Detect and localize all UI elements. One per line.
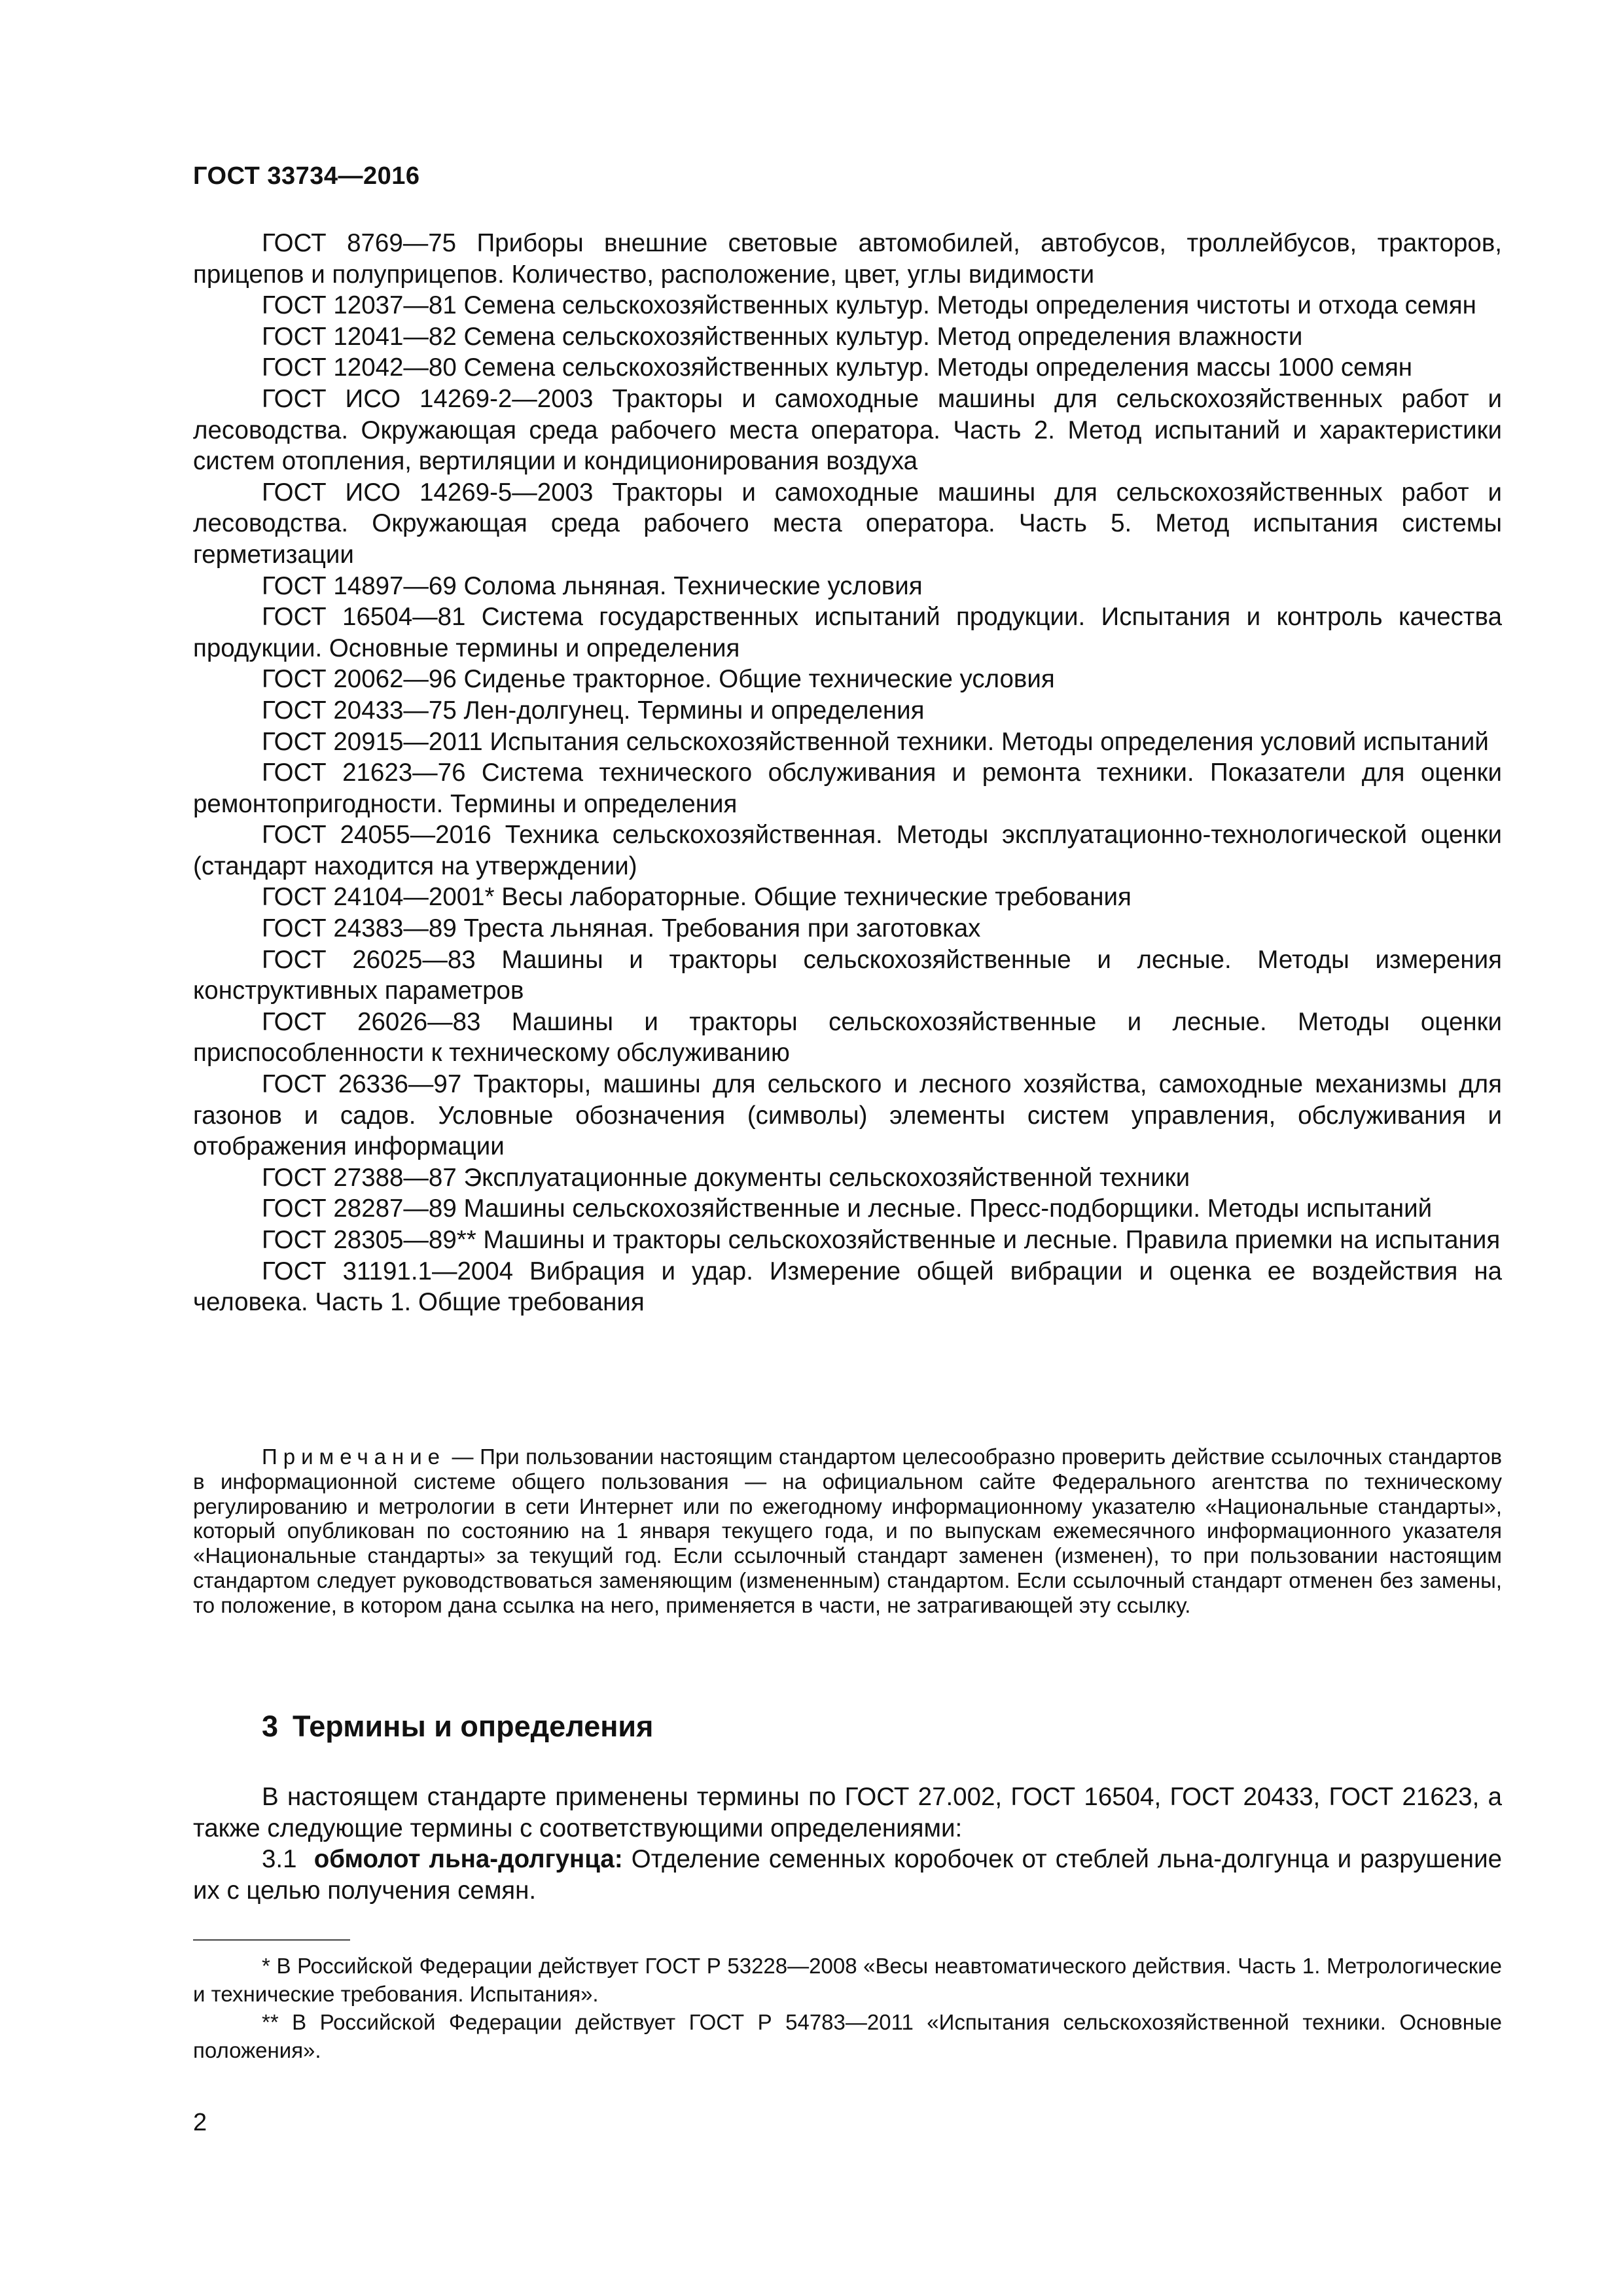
reference-item: ГОСТ ИСО 14269-2—2003 Тракторы и самоходные машины для сельскохозяйственных работ и лесоводства. Окружающая среда рабочего места оператора. Часть 2. Метод испытаний и характеристики систем отопления, вертиляции и кондиционирования воздуха [193,384,1502,476]
note-text: — При пользовании настоящим стандартом целесообразно проверить действие ссылочных стандартов в информационной системе общего пользования — на официальном сайте Федерального агентства по техническому регулированию и метрологии в сети Интернет или по ежегодному информационному указателю «Национальные стандарты», который опубликован по состоянию на 1 января текущего года, и по выпускам ежемесячного информационного указателя «Национальные стандарты» за текущий год. Если ссылочный стандарт заменен (изменен), то при пользовании настоящим стандартом следует руководствоваться заменяющим (измененным) стандартом. Если ссылочный стандарт отменен без замены, то положение, в котором дана ссылка на него, применяется в части, не затрагивающей эту ссылку. [193,1444,1502,1617]
page-number: 2 [193,2109,207,2136]
reference-item: ГОСТ 24055—2016 Техника сельскохозяйственная. Методы эксплуатационно-технологической оценки (стандарт находится на утверждении) [193,821,1502,880]
footnote-item: * В Российской Федерации действует ГОСТ Р 53228—2008 «Весы неавтоматического действия. Часть 1. Метрологические и технические требования. Испытания». [193,1954,1502,2006]
reference-item: ГОСТ 12037—81 Семена сельскохозяйственных культур. Методы определения чистоты и отхода семян [262,291,1476,320]
reference-item: ГОСТ 31191.1—2004 Вибрация и удар. Измерение общей вибрации и оценка ее воздействия на человека. Часть 1. Общие требования [193,1257,1502,1317]
reference-item: ГОСТ 8769—75 Приборы внешние световые автомобилей, автобусов, троллейбусов, тракторов, прицепов и полуприцепов. Количество, расположение, цвет, углы видимости [193,229,1502,289]
definition-number: 3.1 [262,1845,297,1874]
note-label: Примечание [262,1444,446,1469]
note-paragraph [193,1444,1502,1618]
section-title: Термины и определения [293,1710,654,1743]
reference-item: ГОСТ 28305—89** Машины и тракторы сельскохозяйственные и лесные. Правила приемки на испытания [262,1226,1501,1254]
reference-item: ГОСТ 26025—83 Машины и тракторы сельскохозяйственные и лесные. Методы измерения конструктивных параметров [193,945,1502,1005]
reference-item: ГОСТ 26026—83 Машины и тракторы сельскохозяйственные и лесные. Методы оценки приспособленности к техническому обслуживанию [193,1007,1502,1067]
intro-paragraph: В настоящем стандарте применены термины по ГОСТ 27.002, ГОСТ 16504, ГОСТ 20433, ГОСТ 21623, а также следующие термины с соответствующими определениями: [193,1783,1502,1842]
section-number: 3 [262,1710,279,1743]
reference-item: ГОСТ 16504—81 Система государственных испытаний продукции. Испытания и контроль качества продукции. Основные термины и определения [193,603,1502,662]
definition-paragraph [193,1844,1502,1906]
reference-item: ГОСТ 12041—82 Семена сельскохозяйственных культур. Метод определения влажности [262,322,1303,351]
reference-item: ГОСТ 12042—80 Семена сельскохозяйственных культур. Методы определения массы 1000 семян [262,353,1413,382]
reference-item: ГОСТ 24104—2001* Весы лабораторные. Общие технические требования [262,883,1132,912]
definition-text: Отделение семенных коробочек от стеблей льна-долгунца и разрушение их с целью получения семян. [193,1845,1502,1905]
reference-item: ГОСТ 20433—75 Лен-долгунец. Термины и определения [262,696,925,725]
footnotes [193,1952,1502,2064]
reference-item: ГОСТ ИСО 14269-5—2003 Тракторы и самоходные машины для сельскохозяйственных работ и лесоводства. Окружающая среда рабочего места оператора. Часть 5. Метод испытания системы герметизации [193,478,1502,569]
document-header: ГОСТ 33734—2016 [193,162,420,190]
section-heading [262,1710,653,1744]
reference-item: ГОСТ 24383—89 Треста льняная. Требования при заготовках [262,914,981,943]
reference-item: ГОСТ 14897—69 Солома льняная. Технические условия [262,571,923,600]
reference-item: ГОСТ 26336—97 Тракторы, машины для сельского и лесного хозяйства, самоходные механизмы для газонов и садов. Условные обозначения (символы) элементы систем управления, обслуживания и отображения информации [193,1070,1502,1161]
definition-term: обмолот льна-долгунца: [313,1845,623,1874]
reference-item: ГОСТ 27388—87 Эксплуатационные документы сельскохозяйственной техники [262,1163,1190,1192]
reference-item: ГОСТ 21623—76 Система технического обслуживания и ремонта техники. Показатели для оценки ремонтопригодности. Термины и определения [193,759,1502,818]
document-page [193,0,1502,2296]
footnote-divider [193,1939,350,1941]
reference-item: ГОСТ 20915—2011 Испытания сельскохозяйственной техники. Методы определения условий испытаний [262,727,1489,756]
section-body [193,1782,1502,1906]
reference-item: ГОСТ 20062—96 Сиденье тракторное. Общие технические условия [262,665,1055,694]
footnote-item: ** В Российской Федерации действует ГОСТ Р 54783—2011 «Испытания сельскохозяйственной техники. Основные положения». [193,2010,1502,2062]
reference-item: ГОСТ 28287—89 Машины сельскохозяйственные и лесные. Пресс-подборщики. Методы испытаний [262,1194,1433,1223]
normative-references-list [193,228,1502,1318]
